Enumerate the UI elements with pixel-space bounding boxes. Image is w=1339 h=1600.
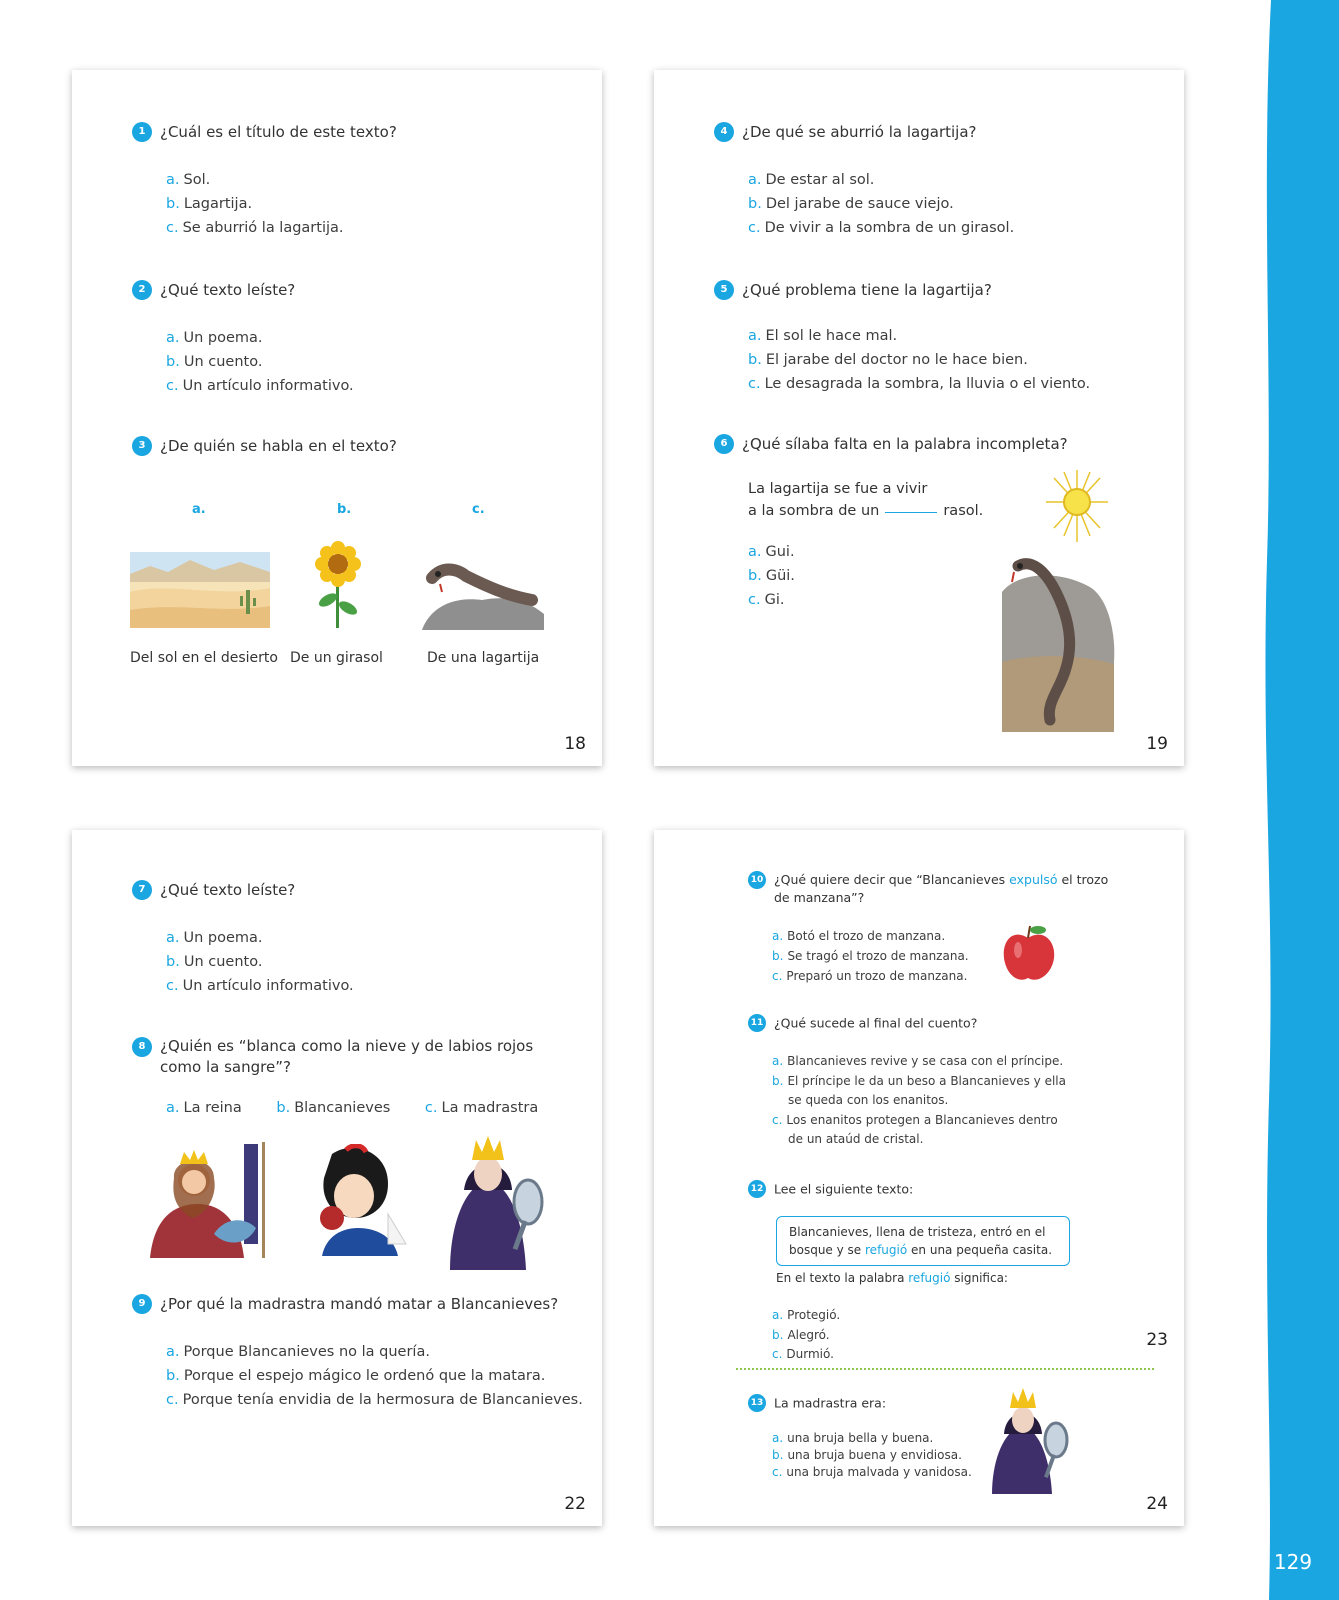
question-text: ¿Qué problema tiene la lagartija? xyxy=(742,281,992,299)
question-text: ¿Qué texto leíste? xyxy=(160,281,296,299)
question-number-badge: 1 xyxy=(132,122,152,142)
option-b[interactable]: b. El príncipe le da un beso a Blancanieves y ella xyxy=(772,1073,1066,1088)
sentence-line-2: a la sombra de un rasol. xyxy=(748,503,984,519)
choice-letter-c: c. xyxy=(472,502,485,517)
option-c[interactable]: c. Porque tenía envidia de la hermosura de Blancanieves. xyxy=(166,1392,583,1408)
blank-line[interactable] xyxy=(885,512,937,513)
image-label-desert: Del sol en el desierto xyxy=(130,650,278,666)
choice-letter-b: b. xyxy=(337,502,352,517)
question-number-badge: 4 xyxy=(714,122,734,142)
page-18 xyxy=(72,70,602,766)
question-13 xyxy=(748,1394,886,1412)
question-number-badge: 5 xyxy=(714,280,734,300)
option-a[interactable]: a. Un poema. xyxy=(166,930,263,946)
question-text-line-2: de manzana”? xyxy=(774,889,865,905)
option-c[interactable]: c. Durmió. xyxy=(772,1347,834,1361)
option-a[interactable]: a. Protegió. xyxy=(772,1308,841,1322)
q10-options xyxy=(772,926,969,986)
option-c[interactable]: c. Un artículo informativo. xyxy=(166,978,354,994)
question-number-badge: 6 xyxy=(714,434,734,454)
option-b[interactable]: b. una bruja buena y envidiosa. xyxy=(772,1448,962,1462)
question-text: Lee el siguiente texto: xyxy=(774,1181,914,1197)
lizard-image[interactable] xyxy=(422,548,544,630)
question-text-line-2: como la sangre”? xyxy=(160,1058,291,1076)
page-23-24 xyxy=(654,830,1184,1526)
option-b[interactable]: b. Un cuento. xyxy=(166,954,263,970)
q4-options xyxy=(748,168,1014,240)
desert-image[interactable] xyxy=(130,552,270,628)
q13-options xyxy=(772,1430,972,1481)
choice-c[interactable]: c. La madrastra xyxy=(424,1100,539,1116)
page-number: 22 xyxy=(564,1494,586,1514)
apple-icon xyxy=(1000,922,1056,984)
q12-prompt: En el texto la palabra refugió significa: xyxy=(776,1271,1008,1285)
option-a[interactable]: a. Blancanieves revive y se casa con el príncipe. xyxy=(772,1054,1064,1068)
question-text: ¿De qué se aburrió la lagartija? xyxy=(742,123,977,141)
q9-options xyxy=(166,1340,583,1412)
option-c[interactable]: c. Gi. xyxy=(748,592,785,608)
question-number-badge: 8 xyxy=(132,1037,152,1057)
stepmother-image[interactable] xyxy=(444,1126,548,1270)
option-b[interactable]: b. Del jarabe de sauce viejo. xyxy=(748,196,954,212)
question-1 xyxy=(132,122,397,142)
q8-choices xyxy=(166,1096,586,1120)
q12-options xyxy=(772,1306,840,1365)
reading-box-line-1: Blancanieves, llena de tristeza, entró en el xyxy=(789,1225,1046,1239)
q11-options xyxy=(772,1052,1066,1150)
option-a[interactable]: a. El sol le hace mal. xyxy=(748,328,898,344)
queen-image[interactable] xyxy=(144,1138,272,1258)
reading-box xyxy=(776,1216,1070,1266)
choice-a[interactable]: a. La reina xyxy=(166,1100,242,1116)
option-c[interactable]: c. Le desagrada la sombra, la lluvia o el viento. xyxy=(748,376,1091,392)
choice-letter-a: a. xyxy=(192,502,206,517)
q7-options xyxy=(166,926,354,998)
question-text: ¿Qué sucede al final del cuento? xyxy=(774,1015,978,1031)
option-c[interactable]: c. Se aburrió la lagartija. xyxy=(166,220,344,236)
page-22 xyxy=(72,830,602,1526)
sentence-line-1: La lagartija se fue a vivir xyxy=(748,481,928,497)
question-8 xyxy=(132,1036,533,1078)
q1-options xyxy=(166,168,344,240)
question-number-badge: 13 xyxy=(748,1394,766,1412)
question-number-badge: 7 xyxy=(132,880,152,900)
question-5 xyxy=(714,280,992,300)
question-9 xyxy=(132,1294,558,1314)
option-b[interactable]: b. Alegró. xyxy=(772,1327,830,1342)
dotted-divider xyxy=(736,1368,1154,1370)
lizard-on-rock-image xyxy=(998,552,1118,732)
question-number-badge: 2 xyxy=(132,280,152,300)
page-number: 19 xyxy=(1146,734,1168,754)
option-a[interactable]: a. una bruja bella y buena. xyxy=(772,1431,934,1445)
question-text: ¿Quién es “blanca como la nieve y de labios rojos xyxy=(160,1037,534,1055)
option-c[interactable]: c. una bruja malvada y vanidosa. xyxy=(772,1465,972,1479)
option-a[interactable]: a. Botó el trozo de manzana. xyxy=(772,929,946,943)
question-number-badge: 11 xyxy=(748,1014,766,1032)
question-text: ¿Qué sílaba falta en la palabra incompleta? xyxy=(742,435,1068,453)
question-text: ¿De quién se habla en el texto? xyxy=(160,437,397,455)
question-text: ¿Cuál es el título de este texto? xyxy=(160,123,397,141)
question-number-badge: 9 xyxy=(132,1294,152,1314)
image-label-sunflower: De un girasol xyxy=(290,650,383,666)
image-label-lizard: De una lagartija xyxy=(427,650,540,666)
question-text: ¿Qué quiere decir que “Blancanieves expulsó el trozo xyxy=(774,872,1109,887)
book-page-number: 129 xyxy=(1273,1550,1313,1574)
question-2 xyxy=(132,280,295,300)
side-band xyxy=(1259,0,1339,1600)
choice-b[interactable]: b. Blancanieves xyxy=(276,1100,391,1116)
option-c[interactable]: c. Un artículo informativo. xyxy=(166,378,354,394)
q6-options xyxy=(748,540,795,612)
snow-white-image[interactable] xyxy=(302,1144,408,1256)
page-19 xyxy=(654,70,1184,766)
option-a[interactable]: a. Sol. xyxy=(166,172,211,188)
question-10 xyxy=(748,870,1108,906)
option-b[interactable]: b. Porque el espejo mágico le ordenó que la matara. xyxy=(166,1368,546,1384)
option-b[interactable]: b. Un cuento. xyxy=(166,354,263,370)
option-c[interactable]: c. Los enanitos protegen a Blancanieves dentro xyxy=(772,1112,1058,1127)
reading-box-line-2: bosque y se refugió en una pequeña casita. xyxy=(789,1243,1053,1257)
option-a[interactable]: a. Porque Blancanieves no la quería. xyxy=(166,1344,430,1360)
question-4 xyxy=(714,122,977,142)
q2-options xyxy=(166,326,354,398)
option-b[interactable]: b. El jarabe del doctor no le hace bien. xyxy=(748,352,1028,368)
option-b[interactable]: b. Lagartija. xyxy=(166,196,253,212)
option-c-continued: de un ataúd de cristal. xyxy=(788,1132,924,1146)
question-11 xyxy=(748,1014,977,1032)
stepmother-small-image xyxy=(988,1382,1072,1494)
sunflower-image[interactable] xyxy=(308,538,368,632)
option-b-continued: se queda con los enanitos. xyxy=(788,1093,949,1107)
option-b[interactable]: b. Se tragó el trozo de manzana. xyxy=(772,949,969,963)
page-number-24: 24 xyxy=(1146,1494,1168,1514)
option-a[interactable]: a. De estar al sol. xyxy=(748,172,875,188)
question-3 xyxy=(132,436,397,456)
question-text: La madrastra era: xyxy=(774,1395,887,1411)
question-text: ¿Qué texto leíste? xyxy=(160,881,296,899)
option-a[interactable]: a. Gui. xyxy=(748,544,795,560)
sun-icon xyxy=(1044,468,1110,544)
question-number-badge: 3 xyxy=(132,436,152,456)
question-number-badge: 10 xyxy=(748,871,766,889)
question-text: ¿Por qué la madrastra mandó matar a Blancanieves? xyxy=(160,1295,559,1313)
option-a[interactable]: a. Un poema. xyxy=(166,330,263,346)
page-number-23: 23 xyxy=(1146,1330,1168,1350)
question-12 xyxy=(748,1180,913,1198)
question-7 xyxy=(132,880,295,900)
option-c[interactable]: c. De vivir a la sombra de un girasol. xyxy=(748,220,1015,236)
question-6 xyxy=(714,434,1068,454)
q6-sentence xyxy=(748,478,983,522)
option-c[interactable]: c. Preparó un trozo de manzana. xyxy=(772,969,968,983)
q5-options xyxy=(748,324,1090,396)
option-b[interactable]: b. Güi. xyxy=(748,568,795,584)
question-number-badge: 12 xyxy=(748,1180,766,1198)
page-number: 18 xyxy=(564,734,586,754)
